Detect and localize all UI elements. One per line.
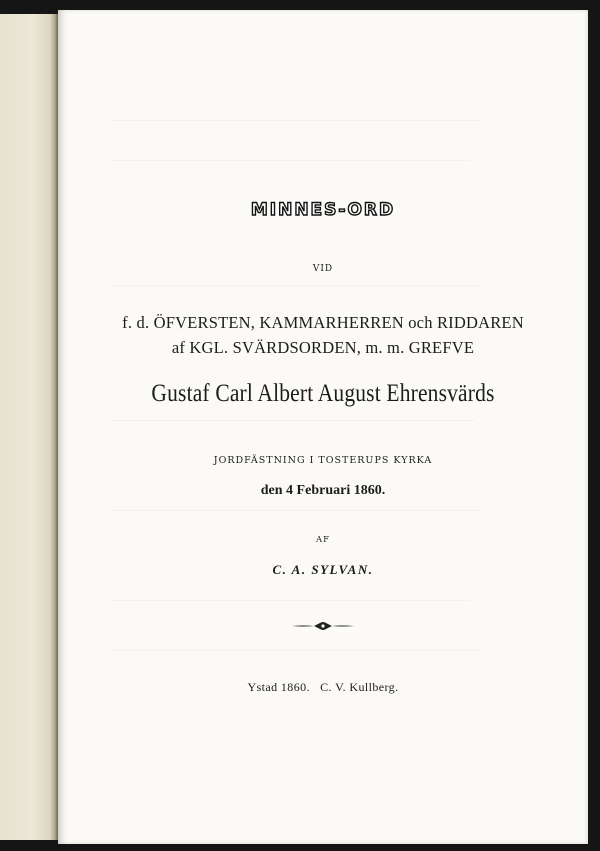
show-through bbox=[110, 160, 470, 161]
show-through bbox=[110, 510, 480, 511]
by-line: AF bbox=[315, 535, 331, 545]
preposition-vid: VID bbox=[312, 264, 334, 274]
occasion-line: JORDFÄSTNING I TOSTERUPS KYRKA bbox=[213, 455, 433, 466]
show-through bbox=[110, 650, 480, 651]
imprint-printer: C. V. Kullberg. bbox=[320, 680, 399, 694]
book-gutter bbox=[50, 14, 58, 840]
show-through bbox=[110, 120, 480, 121]
rank-line-2: af KGL. SVÄRDSORDEN, m. m. GREFVE bbox=[171, 338, 475, 357]
rule-ornament-icon bbox=[290, 620, 356, 632]
show-through bbox=[110, 420, 475, 421]
show-through bbox=[110, 285, 480, 286]
deceased-name: Gustaf Carl Albert August Ehrensvärds bbox=[151, 380, 495, 407]
show-through bbox=[110, 600, 470, 601]
author-name: C. A. SYLVAN. bbox=[272, 562, 374, 577]
title-page bbox=[58, 10, 588, 844]
imprint bbox=[58, 680, 588, 695]
imprint-place: Ystad 1860. bbox=[247, 680, 310, 694]
date-line: den 4 Februari 1860. bbox=[260, 483, 386, 498]
rank-line-1: f. d. ÖFVERSTEN, KAMMARHERREN och RIDDAREN bbox=[122, 313, 524, 332]
page-title: MINNES-ORD bbox=[250, 200, 396, 220]
